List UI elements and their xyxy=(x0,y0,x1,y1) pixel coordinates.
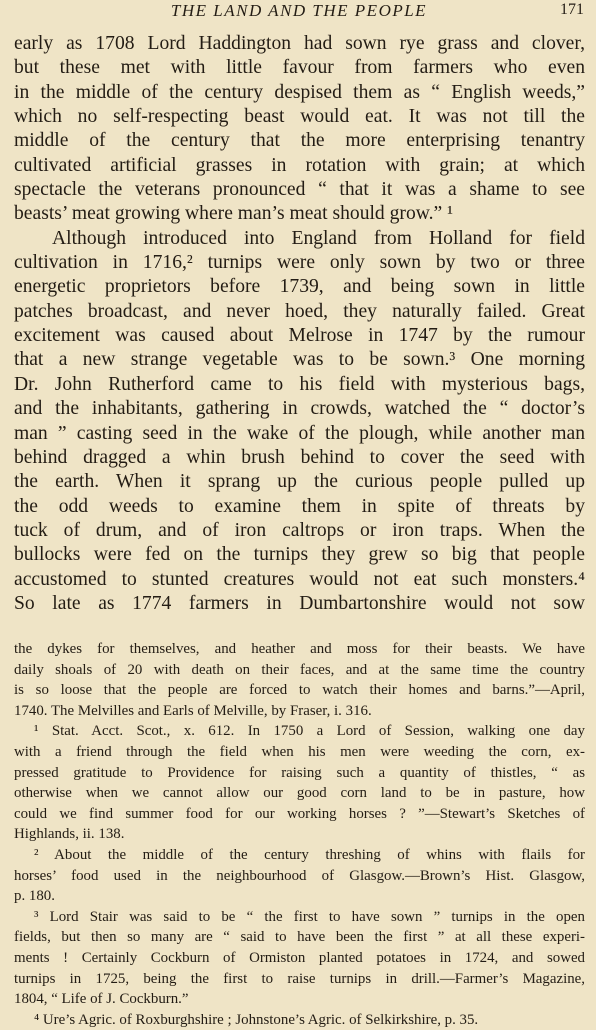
body-line: cultivation in 1716,² turnips were only sown by two or three xyxy=(14,252,585,274)
body-line: which no self-respecting beast would eat. It was not till the xyxy=(14,106,585,128)
body-line: behind dragged a whin brush behind to cover the seed with xyxy=(14,446,585,468)
footnote-line: daily shoals of 20 with death on their faces, and at the same time the country xyxy=(14,661,585,678)
body-line: middle of the century that the more enterprising tenantry xyxy=(14,130,585,152)
body-line: So late as 1774 farmers in Dumbartonshire would not sow xyxy=(14,592,585,614)
page-number: 171 xyxy=(560,1,584,18)
body-line: excitement was caused about Melrose in 1747 by the rumour xyxy=(14,325,585,347)
footnote-line: is so loose that the people are forced to watch their homes and barns.”—April, xyxy=(14,682,585,699)
body-line: spectacle the veterans pronounced “ that it was a shame to see xyxy=(14,179,585,201)
footnote-line: horses’ food used in the neighbourhood of Glasgow.—Brown’s Hist. Glasgow, xyxy=(14,867,585,884)
page-header xyxy=(14,0,584,24)
footnote-line: Highlands, ii. 138. xyxy=(14,826,125,843)
body-text xyxy=(14,32,585,616)
body-line: the odd weeds to examine them in spite of threats by xyxy=(14,495,585,517)
footnote-line: 1740. The Melvilles and Earls of Melville, by Fraser, i. 316. xyxy=(14,702,372,719)
body-line: tuck of drum, and of iron caltrops or iron traps. When the xyxy=(14,519,585,541)
body-line: in the middle of the century despised them as “ English weeds,” xyxy=(14,81,585,103)
footnote-3: ³ Lord Stair was said to be “ the first to have sown ” turnips in the open xyxy=(34,908,585,925)
footnote-line: with a friend through the field when his men were weeding the corn, ex- xyxy=(14,743,585,760)
body-line: beasts’ meat growing where man’s meat should grow.” ¹ xyxy=(14,203,453,225)
body-line: energetic proprietors before 1739, and being sown in little xyxy=(14,276,585,298)
body-line: Dr. John Rutherford came to his field with mysterious bags, xyxy=(14,373,585,395)
footnote-line: 1804, “ Life of J. Cockburn.” xyxy=(14,991,189,1008)
body-line: but these met with little favour from farmers who even xyxy=(14,57,585,79)
footnote-line: otherwise when we cannot allow our good corn land to be in pasture, how xyxy=(14,785,585,802)
footnote-line: the dykes for themselves, and heather and moss for their beasts. We have xyxy=(14,641,585,657)
footnote-line: p. 180. xyxy=(14,888,55,905)
body-line: that a new strange vegetable was to be sown.³ One morning xyxy=(14,349,585,371)
body-line: Although introduced into England from Holland for field xyxy=(52,227,585,249)
body-line: and the inhabitants, gathering in crowds, watched the “ doctor’s xyxy=(14,398,585,420)
footnote-2: ² About the middle of the century threshing of whins with flails for xyxy=(34,846,585,863)
footnote-4: ⁴ Ure’s Agric. of Roxburghshire ; Johnstone’s Agric. of Selkirkshire, p. 35. xyxy=(34,1011,479,1028)
body-line: early as 1708 Lord Haddington had sown rye grass and clover, xyxy=(14,33,585,54)
footnote-line: turnips in 1725, being the first to raise turnips in drill.—Farmer’s Magazine, xyxy=(14,970,585,987)
body-line: the earth. When it sprang up the curious people pulled up xyxy=(14,471,585,493)
footnote-1: ¹ Stat. Acct. Scot., x. 612. In 1750 a Lord of Session, walking one day xyxy=(34,723,585,740)
body-line: man ” casting seed in the wake of the plough, while another man xyxy=(14,422,585,444)
footnotes xyxy=(14,639,585,1030)
body-line: bullocks were fed on the turnips they grew so big that people xyxy=(14,544,585,566)
footnote-line: pressed gratitude to Providence for raising such a quantity of thistles, “ as xyxy=(14,764,585,781)
running-title: THE LAND AND THE PEOPLE xyxy=(170,1,428,20)
body-line: cultivated artificial grasses in rotation with grain; at which xyxy=(14,154,585,176)
footnote-line: could we find summer food for our working horses ? ”—Stewart’s Sketches of xyxy=(14,805,585,822)
body-line: accustomed to stunted creatures would not eat such monsters.⁴ xyxy=(14,568,585,590)
footnote-line: fields, but then so many are “ said to have been the first ” at all these experi- xyxy=(14,929,585,946)
body-line: patches broadcast, and never hoed, they naturally failed. Great xyxy=(14,300,585,322)
footnote-line: ments ! Certainly Cockburn of Ormiston planted potatoes in 1724, and sowed xyxy=(14,949,585,966)
